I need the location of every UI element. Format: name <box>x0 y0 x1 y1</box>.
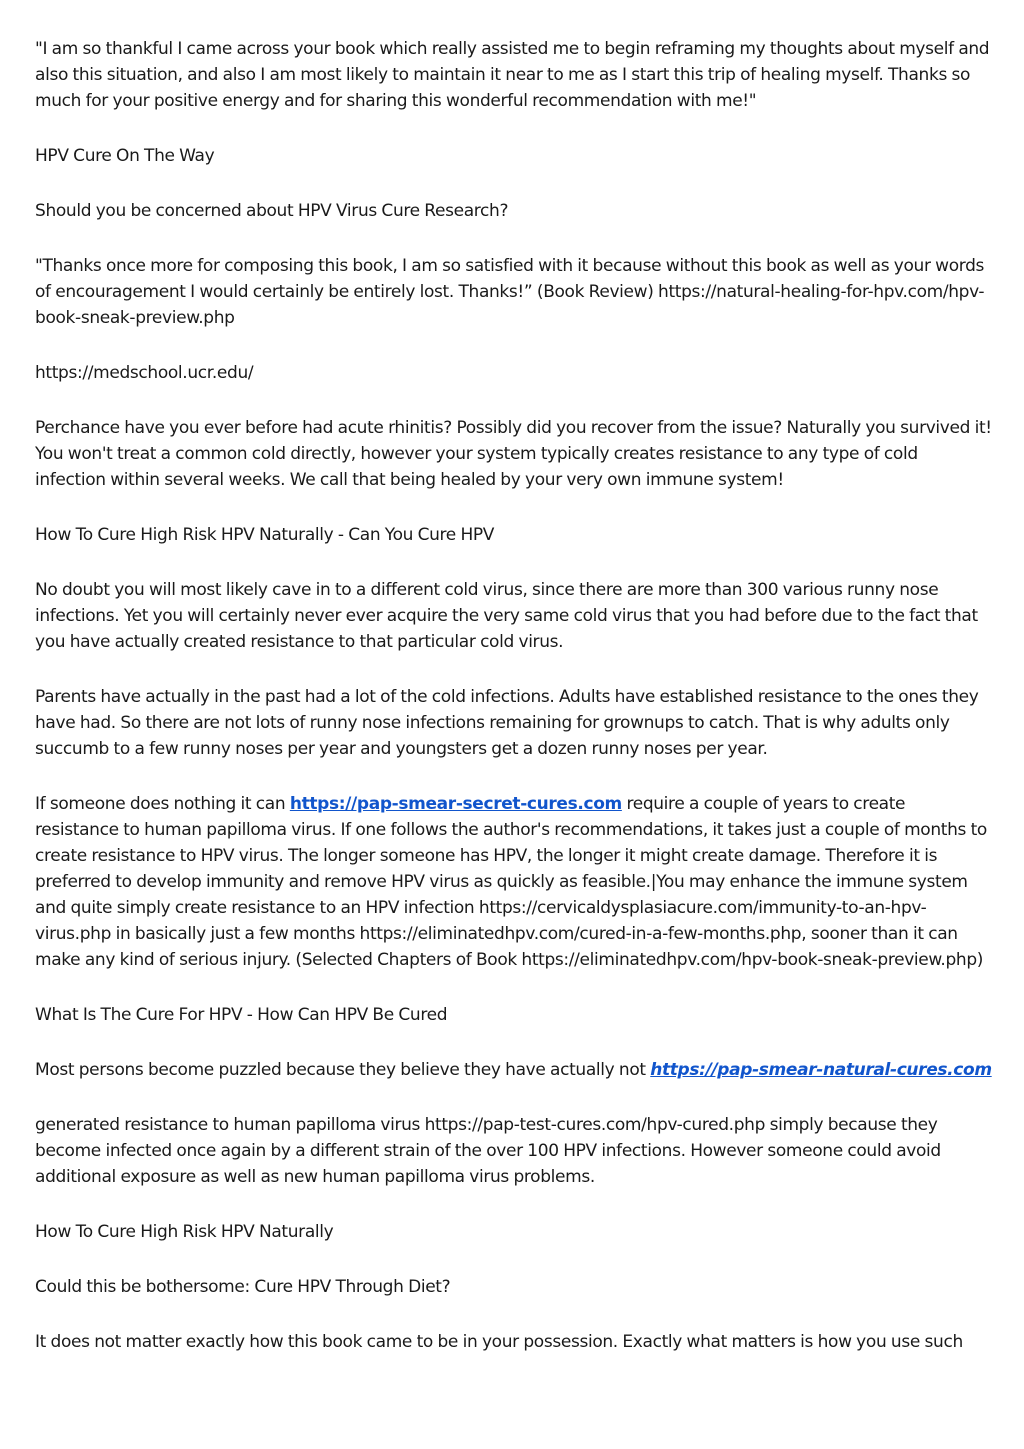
possession-paragraph: It does not matter exactly how this book came to be in your possession. Exactly what matters is how you use such <box>35 1332 963 1352</box>
testimonial-paragraph: "I am so thankful I came across your book which really assisted me to begin reframing my thoughts about myself and also this situation, and also I am most likely to maintain it near to me as I start this trip of healing myself. Thanks so much for your positive energy and for sharing this wonderful recommendation with me!" <box>35 39 990 111</box>
rhinitis-paragraph: Perchance have you ever before had acute rhinitis? Possibly did you recover from the issue? Naturally you survived it! You won't treat a common cold directly, however your system typically creates resistance to any type of cold infection within several weeks. We call that being healed by your very own immune system! <box>35 418 992 490</box>
heading-cure-naturally: How To Cure High Risk HPV Naturally <box>35 1222 334 1242</box>
generated-resistance-paragraph: generated resistance to human papilloma virus https://pap-test-cures.com/hpv-cured.php simply because they become infected once again by a different strain of the over 100 HPV infections. However someone could avoid additional exposure as well as new human papilloma virus problems. <box>35 1115 941 1187</box>
medschool-url: https://medschool.ucr.edu/ <box>35 363 254 383</box>
document-page <box>35 36 993 1384</box>
heading-what-is-the-cure: What Is The Cure For HPV - How Can HPV Be Cured <box>35 1005 448 1025</box>
pap-smear-natural-cures-link[interactable]: https://pap-smear-natural-cures.com <box>650 1060 992 1080</box>
resistance-text-before: If someone does nothing it can <box>35 794 290 814</box>
resistance-paragraph <box>35 791 993 973</box>
heading-hpv-cure-on-the-way: HPV Cure On The Way <box>35 146 215 166</box>
heading-concerned-research: Should you be concerned about HPV Virus Cure Research? <box>35 201 509 221</box>
puzzled-paragraph <box>35 1057 993 1083</box>
book-review-paragraph: "Thanks once more for composing this book, I am so satisfied with it because without this book as well as your words of encouragement I would certainly be entirely lost. Thanks!” (Book Review) https://natural-healing-for-hpv.com/hpv-book-sneak-preview.php <box>35 256 985 328</box>
resistance-text-after: require a couple of years to create resistance to human papilloma virus. If one follows the author's recommendations, it takes just a couple of months to create resistance to HPV virus. The longer someone has HPV, the longer it might create damage. Therefore it is preferred to develop immunity and remove HPV virus as quickly as feasible.|You may enhance the immune system and quite simply create resistance to an HPV infection https://cervicaldysplasiacure.com/immunity-to-an-hpv-virus.php in basically just a few months https://eliminatedhpv.com/cured-in-a-few-months.php, sooner than it can make any kind of serious injury. (Selected Chapters of Book https://eliminatedhpv.com/hpv-book-sneak-preview.php) <box>35 794 987 970</box>
heading-cure-high-risk: How To Cure High Risk HPV Naturally - Can You Cure HPV <box>35 525 495 545</box>
puzzled-text-before: Most persons become puzzled because they believe they have actually not <box>35 1060 651 1080</box>
cold-virus-paragraph: No doubt you will most likely cave in to a different cold virus, since there are more than 300 various runny nose infections. Yet you will certainly never ever acquire the very same cold virus that you had before due to the fact that you have actually created resistance to that particular cold virus. <box>35 580 978 652</box>
pap-smear-secret-cures-link[interactable]: https://pap-smear-secret-cures.com <box>289 794 622 814</box>
heading-cure-through-diet: Could this be bothersome: Cure HPV Through Diet? <box>35 1277 451 1297</box>
parents-paragraph: Parents have actually in the past had a lot of the cold infections. Adults have established resistance to the ones they have had. So there are not lots of runny nose infections remaining for grownups to catch. That is why adults only succumb to a few runny noses per year and youngsters get a dozen runny noses per year. <box>35 687 979 759</box>
